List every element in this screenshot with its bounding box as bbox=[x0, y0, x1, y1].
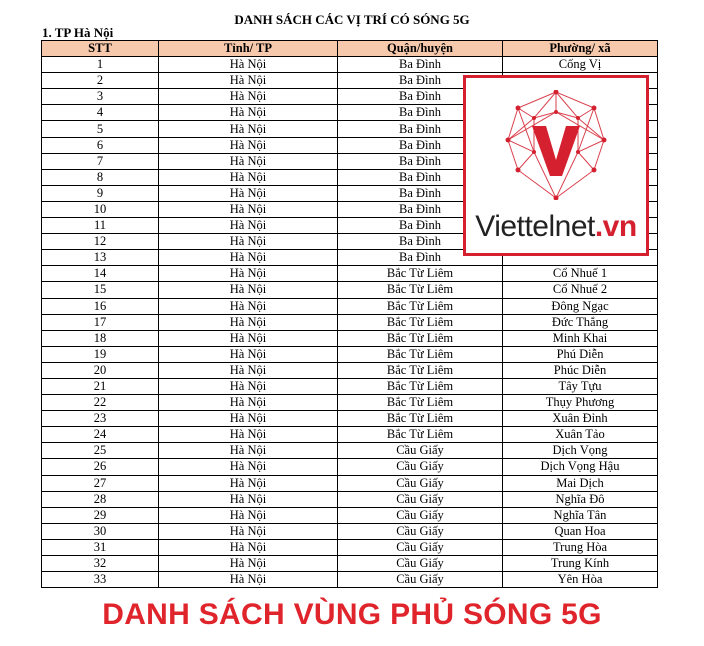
cell-province: Hà Nội bbox=[159, 507, 338, 523]
cell-district: Ba Đình bbox=[338, 89, 503, 105]
cell-province: Hà Nội bbox=[159, 282, 338, 298]
cell-district: Ba Đình bbox=[338, 250, 503, 266]
cell-province: Hà Nội bbox=[159, 346, 338, 362]
cell-stt: 6 bbox=[42, 137, 159, 153]
section-heading: 1. TP Hà Nội bbox=[42, 25, 114, 40]
cell-stt: 8 bbox=[42, 169, 159, 185]
cell-ward: Dịch Vọng bbox=[503, 443, 658, 459]
cell-district: Ba Đình bbox=[338, 105, 503, 121]
cell-ward: Phú Diễn bbox=[503, 346, 658, 362]
cell-stt: 31 bbox=[42, 539, 159, 555]
cell-district: Ba Đình bbox=[338, 57, 503, 73]
table-row bbox=[42, 507, 658, 523]
cell-stt: 12 bbox=[42, 234, 159, 250]
cell-stt: 20 bbox=[42, 362, 159, 378]
cell-stt: 4 bbox=[42, 105, 159, 121]
cell-district: Bắc Từ Liêm bbox=[338, 330, 503, 346]
table-row bbox=[42, 572, 658, 588]
cell-ward: Xuân Đỉnh bbox=[503, 411, 658, 427]
cell-district: Bắc Từ Liêm bbox=[338, 314, 503, 330]
cell-district: Cầu Giấy bbox=[338, 556, 503, 572]
cell-province: Hà Nội bbox=[159, 201, 338, 217]
cell-stt: 15 bbox=[42, 282, 159, 298]
table-row bbox=[42, 346, 658, 362]
table-row bbox=[42, 298, 658, 314]
cell-ward: Phúc Diễn bbox=[503, 362, 658, 378]
cell-stt: 19 bbox=[42, 346, 159, 362]
cell-stt: 27 bbox=[42, 475, 159, 491]
cell-stt: 18 bbox=[42, 330, 159, 346]
cell-province: Hà Nội bbox=[159, 57, 338, 73]
logo-brand-suffix: .vn bbox=[594, 210, 637, 243]
cell-province: Hà Nội bbox=[159, 427, 338, 443]
cell-ward: Đức Thắng bbox=[503, 314, 658, 330]
cell-stt: 21 bbox=[42, 378, 159, 394]
cell-province: Hà Nội bbox=[159, 218, 338, 234]
logo-brand-text bbox=[466, 210, 646, 244]
cell-stt: 1 bbox=[42, 57, 159, 73]
cell-ward: Cổ Nhuế 1 bbox=[503, 266, 658, 282]
cell-stt: 3 bbox=[42, 89, 159, 105]
cell-stt: 32 bbox=[42, 556, 159, 572]
table-row bbox=[42, 491, 658, 507]
cell-province: Hà Nội bbox=[159, 523, 338, 539]
cell-district: Bắc Từ Liêm bbox=[338, 266, 503, 282]
table-row bbox=[42, 266, 658, 282]
table-row bbox=[42, 427, 658, 443]
cell-province: Hà Nội bbox=[159, 185, 338, 201]
cell-province: Hà Nội bbox=[159, 443, 338, 459]
shield-v-network-icon bbox=[504, 90, 608, 200]
cell-stt: 28 bbox=[42, 491, 159, 507]
coverage-banner: DANH SÁCH VÙNG PHỦ SÓNG 5G bbox=[102, 598, 602, 631]
cell-district: Ba Đình bbox=[338, 153, 503, 169]
table-row bbox=[42, 330, 658, 346]
cell-stt: 16 bbox=[42, 298, 159, 314]
cell-stt: 11 bbox=[42, 218, 159, 234]
cell-province: Hà Nội bbox=[159, 234, 338, 250]
table-row bbox=[42, 523, 658, 539]
viettelnet-logo bbox=[463, 75, 649, 256]
cell-district: Bắc Từ Liêm bbox=[338, 362, 503, 378]
cell-district: Ba Đình bbox=[338, 185, 503, 201]
cell-ward: Cổ Nhuế 2 bbox=[503, 282, 658, 298]
table-row bbox=[42, 475, 658, 491]
cell-ward: Trung Hòa bbox=[503, 539, 658, 555]
cell-district: Cầu Giấy bbox=[338, 475, 503, 491]
cell-province: Hà Nội bbox=[159, 556, 338, 572]
cell-stt: 23 bbox=[42, 411, 159, 427]
cell-ward: Minh Khai bbox=[503, 330, 658, 346]
cell-province: Hà Nội bbox=[159, 539, 338, 555]
cell-ward: Yên Hòa bbox=[503, 572, 658, 588]
cell-stt: 29 bbox=[42, 507, 159, 523]
cell-district: Cầu Giấy bbox=[338, 491, 503, 507]
table-row bbox=[42, 443, 658, 459]
table-row bbox=[42, 362, 658, 378]
cell-district: Ba Đình bbox=[338, 73, 503, 89]
cell-province: Hà Nội bbox=[159, 137, 338, 153]
cell-ward: Xuân Tảo bbox=[503, 427, 658, 443]
logo-brand-main: Viettelnet bbox=[475, 210, 595, 243]
cell-province: Hà Nội bbox=[159, 475, 338, 491]
cell-province: Hà Nội bbox=[159, 73, 338, 89]
header-stt: STT bbox=[42, 41, 159, 57]
cell-ward: Dịch Vọng Hậu bbox=[503, 459, 658, 475]
cell-district: Cầu Giấy bbox=[338, 523, 503, 539]
cell-district: Cầu Giấy bbox=[338, 459, 503, 475]
cell-district: Ba Đình bbox=[338, 169, 503, 185]
cell-stt: 24 bbox=[42, 427, 159, 443]
cell-province: Hà Nội bbox=[159, 121, 338, 137]
cell-district: Bắc Từ Liêm bbox=[338, 298, 503, 314]
cell-stt: 5 bbox=[42, 121, 159, 137]
cell-stt: 9 bbox=[42, 185, 159, 201]
table-row bbox=[42, 539, 658, 555]
cell-district: Cầu Giấy bbox=[338, 539, 503, 555]
cell-ward: Cống Vị bbox=[503, 57, 658, 73]
cell-province: Hà Nội bbox=[159, 362, 338, 378]
table-row bbox=[42, 314, 658, 330]
cell-stt: 26 bbox=[42, 459, 159, 475]
cell-district: Ba Đình bbox=[338, 121, 503, 137]
header-ward: Phường/ xã bbox=[503, 41, 658, 57]
cell-province: Hà Nội bbox=[159, 89, 338, 105]
cell-province: Hà Nội bbox=[159, 250, 338, 266]
cell-province: Hà Nội bbox=[159, 459, 338, 475]
cell-province: Hà Nội bbox=[159, 153, 338, 169]
cell-district: Ba Đình bbox=[338, 137, 503, 153]
table-row bbox=[42, 378, 658, 394]
cell-province: Hà Nội bbox=[159, 314, 338, 330]
cell-stt: 33 bbox=[42, 572, 159, 588]
cell-district: Bắc Từ Liêm bbox=[338, 282, 503, 298]
cell-district: Cầu Giấy bbox=[338, 572, 503, 588]
cell-province: Hà Nội bbox=[159, 298, 338, 314]
cell-ward: Trung Kính bbox=[503, 556, 658, 572]
cell-district: Cầu Giấy bbox=[338, 443, 503, 459]
cell-ward: Đông Ngạc bbox=[503, 298, 658, 314]
cell-stt: 10 bbox=[42, 201, 159, 217]
cell-province: Hà Nội bbox=[159, 266, 338, 282]
cell-ward: Tây Tựu bbox=[503, 378, 658, 394]
document-title: DANH SÁCH CÁC VỊ TRÍ CÓ SÓNG 5G bbox=[234, 12, 470, 27]
cell-stt: 7 bbox=[42, 153, 159, 169]
table-header-row bbox=[42, 41, 658, 57]
cell-district: Ba Đình bbox=[338, 201, 503, 217]
cell-district: Bắc Từ Liêm bbox=[338, 395, 503, 411]
cell-province: Hà Nội bbox=[159, 411, 338, 427]
cell-stt: 2 bbox=[42, 73, 159, 89]
cell-province: Hà Nội bbox=[159, 572, 338, 588]
table-row bbox=[42, 57, 658, 73]
cell-ward: Quan Hoa bbox=[503, 523, 658, 539]
cell-stt: 25 bbox=[42, 443, 159, 459]
cell-province: Hà Nội bbox=[159, 395, 338, 411]
cell-district: Bắc Từ Liêm bbox=[338, 346, 503, 362]
cell-stt: 22 bbox=[42, 395, 159, 411]
cell-province: Hà Nội bbox=[159, 378, 338, 394]
cell-stt: 14 bbox=[42, 266, 159, 282]
table-row bbox=[42, 556, 658, 572]
cell-ward: Nghĩa Tân bbox=[503, 507, 658, 523]
cell-stt: 13 bbox=[42, 250, 159, 266]
cell-district: Ba Đình bbox=[338, 234, 503, 250]
cell-stt: 17 bbox=[42, 314, 159, 330]
cell-district: Bắc Từ Liêm bbox=[338, 378, 503, 394]
cell-district: Cầu Giấy bbox=[338, 507, 503, 523]
cell-district: Bắc Từ Liêm bbox=[338, 427, 503, 443]
table-row bbox=[42, 411, 658, 427]
cell-stt: 30 bbox=[42, 523, 159, 539]
cell-district: Ba Đình bbox=[338, 218, 503, 234]
cell-province: Hà Nội bbox=[159, 491, 338, 507]
cell-ward: Thụy Phương bbox=[503, 395, 658, 411]
header-district: Quận/huyện bbox=[338, 41, 503, 57]
table-row bbox=[42, 395, 658, 411]
cell-ward: Nghĩa Đô bbox=[503, 491, 658, 507]
cell-province: Hà Nội bbox=[159, 330, 338, 346]
header-province: Tỉnh/ TP bbox=[159, 41, 338, 57]
cell-ward: Mai Dịch bbox=[503, 475, 658, 491]
cell-province: Hà Nội bbox=[159, 169, 338, 185]
cell-province: Hà Nội bbox=[159, 105, 338, 121]
table-row bbox=[42, 459, 658, 475]
cell-district: Bắc Từ Liêm bbox=[338, 411, 503, 427]
table-row bbox=[42, 282, 658, 298]
